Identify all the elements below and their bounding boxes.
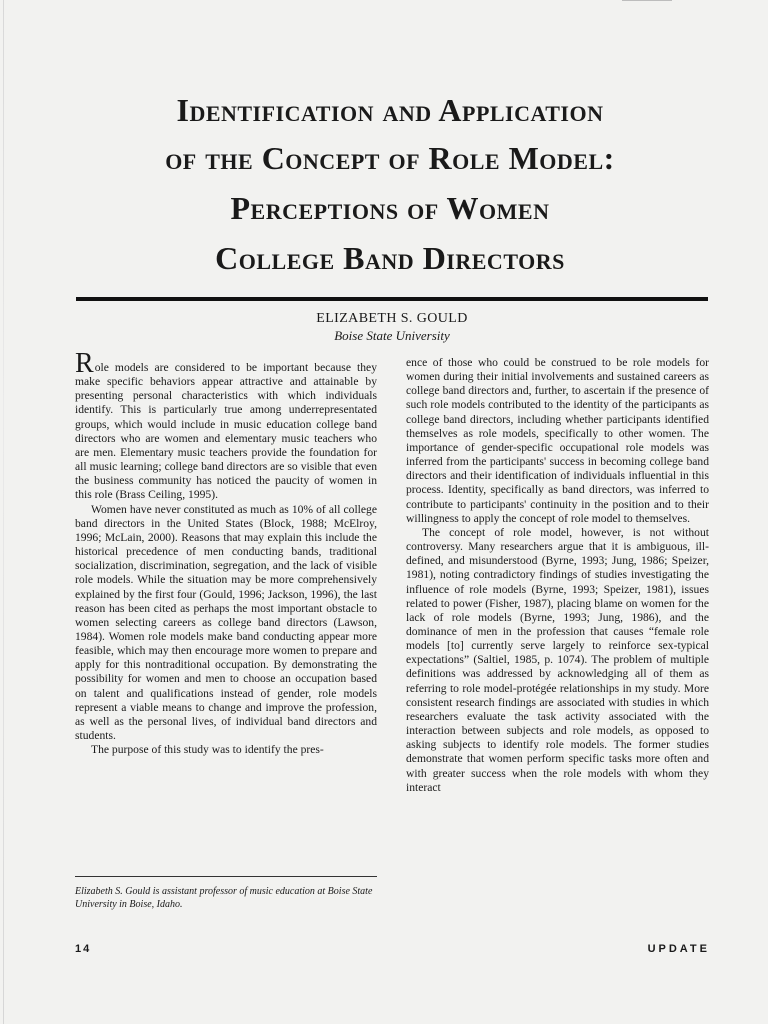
left-column — [75, 348, 377, 757]
author-name: ELIZABETH S. GOULD — [316, 311, 468, 326]
title-line-3: Perceptions of Women — [230, 190, 550, 226]
title-line-1: Identification and Application — [176, 92, 604, 128]
right-column — [406, 356, 709, 795]
left-paragraph-3: The purpose of this study was to identify the pres- — [91, 743, 324, 757]
title-rule — [76, 297, 708, 301]
right-paragraph-1: ence of those who could be construed to be role models for women during their initial involvements and sustained careers as college band directors and, further, to ascertain if the presence of such role models contributed to the identity of the participants as college band directors, including whether participants identified themselves as role models, specifically to other women. The importance of gender-specific occupational role models was inferred from the participants' success in becoming college band directors and their identification of individuals influential in this process. Identity, specifically as band directors, was inferred to contribute to participants' continuity in the position and to their willingness to apply the concept of role model to themselves. — [406, 356, 709, 525]
author-footnote: Elizabeth S. Gould is assistant professor of music education at Boise State University in Boise, Idaho. — [75, 886, 373, 910]
right-paragraph-2: The concept of role model, however, is not without controversy. Many researchers argue that it is ambiguous, ill-defined, and misunderstood (Byrne, 1993; Jung, 1986; Speizer, 1981), noting contradictory findings of studies investigating the influence of role models (Byrne, 1993; Speizer, 1981), issues related to power (Fisher, 1987), placing blame on women for the lack of role models (Byrne, 1993; Jung, 1986), and the dominance of men in the profession that causes “female role models [to] currently serve largely to reinforce sex-typical expectations” (Saltiel, 1985, p. 1074). The problem of multiple definitions was addressed by acknowledging all of them as referring to role model-protégée relationships in my study. More consistent research findings are associated with studies in which researchers evaluate the task activity associated with the interaction between subjects and role models, as opposed to asking subjects to identify role models. The former studies demonstrate that women perform specific tasks more often and with greater success when the role models with whom they interact — [406, 525, 709, 794]
scan-edge-top — [622, 0, 672, 1]
author-affiliation: Boise State University — [334, 328, 450, 343]
title-line-4: College Band Directors — [215, 240, 565, 276]
scan-edge-left — [3, 0, 4, 1024]
page-number: 14 — [75, 943, 92, 955]
drop-cap: R — [75, 348, 94, 379]
left-paragraph-1 — [75, 348, 377, 503]
left-paragraph-2: Women have never constituted as much as 10% of all college band directors in the United States (Block, 1988; McElroy, 1996; McLain, 2000). Reasons that may explain this include the historical precedence of men conducting bands, traditional socialization, discrimination, segregation, and the lack of visible role models. While the situation may be more comprehensively explained by the first four (Gould, 1996; Jackson, 1996), the last reason has been cited as perhaps the most important obstacle to women selecting careers as college band directors (Lawson, 1984). Women role models make band conducting appear more feasible, which may then encourage more women to prepare and apply for this nontraditional occupation. By demonstrating the possibility for women and men to choose an occupation based on talent and qualifications instead of gender, role models represent a viable means to change and improve the profession, as well as the personal lives, of individual band directors and students. — [75, 502, 377, 743]
title-line-2: of the Concept of Role Model: — [165, 140, 615, 176]
left-paragraph-1-text: ole models are considered to be important because they make specific behaviors appear attractive and attainable by presenting personal characteristics with which individuals identify. This is particularly true among underrepresentated groups, which would include in music education college band directors who are women and elementary music teachers who are men. Elementary music teachers provide the foundation for all music learning; college band directors are so visible that even the business community has noticed the paucity of women in this role (Brass Ceiling, 1995). — [75, 361, 377, 502]
footnote-rule — [75, 876, 377, 877]
journal-name: UPDATE — [647, 943, 710, 955]
